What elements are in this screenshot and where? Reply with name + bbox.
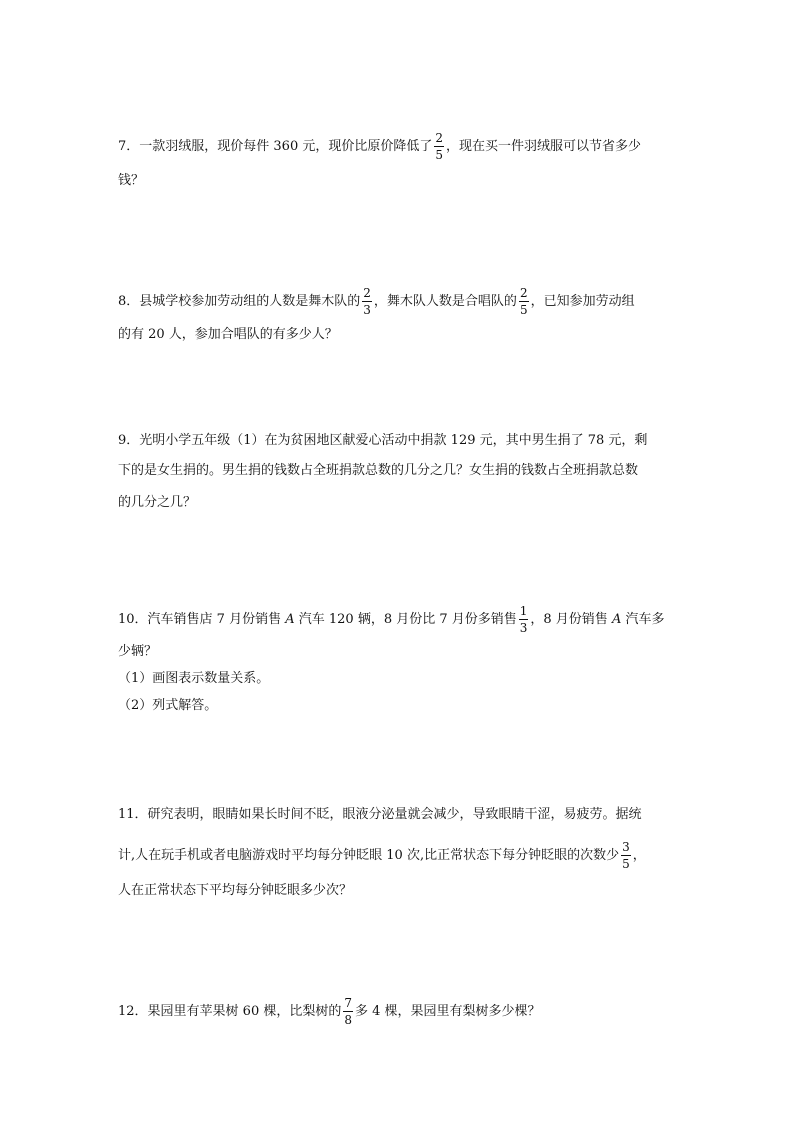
problem-12-text-b: 多 4 棵，果园里有梨树多少棵？ xyxy=(355,1004,541,1019)
problem-10-sub-2 xyxy=(118,697,217,715)
problem-10-line-1 xyxy=(118,604,664,635)
fraction-denominator: 5 xyxy=(435,148,443,162)
problem-9-line-1 xyxy=(118,432,647,450)
problem-10-line-2 xyxy=(118,643,157,661)
problem-11-text-b: 计,人在玩手机或者电脑游戏时平均每分钟眨眼 10 次,比正常状态下每分钟眨眼的次数少 xyxy=(118,848,620,863)
problem-7-line-2 xyxy=(118,172,144,190)
fraction-2-5 xyxy=(434,131,444,162)
fraction-numerator: 2 xyxy=(435,131,443,145)
problem-10-text-d: 汽车多 xyxy=(621,612,665,627)
fraction-denominator: 3 xyxy=(363,303,371,317)
fraction-2-5 xyxy=(519,286,529,317)
problem-9-line-3 xyxy=(118,494,196,512)
fraction-1-3 xyxy=(519,604,529,635)
problem-9-text-b: 下的是女生捐的。男生捐的钱数占全班捐款总数的几分之几？女生捐的钱数占全班捐款总数 xyxy=(118,463,639,478)
problem-10-text-b: 汽车 120 辆，8 月份比 7 月份多销售 xyxy=(294,612,517,627)
problem-7-text-a: 7．一款羽绒服，现价每件 360 元，现价比原价降低了 xyxy=(118,139,433,154)
fraction-numerator: 7 xyxy=(344,996,352,1010)
fraction-7-8 xyxy=(343,996,353,1027)
problem-11-text-d: 人在正常状态下平均每分钟眨眼多少次？ xyxy=(118,883,353,898)
problem-8-text-d: 的有 20 人，参加合唱队的有多少人？ xyxy=(118,327,338,342)
problem-10-text-a: 10．汽车销售店 7 月份销售 xyxy=(118,612,286,627)
fraction-2-3 xyxy=(362,286,372,317)
problem-8-text-a: 8．县城学校参加劳动组的人数是舞木队的 xyxy=(118,294,361,309)
problem-10-subquestion-2: （2）列式解答。 xyxy=(118,698,218,713)
problem-12-text-a: 12．果园里有苹果树 60 棵，比梨树的 xyxy=(118,1004,342,1019)
problem-11-line-3 xyxy=(118,882,352,900)
variable-a: A xyxy=(285,612,295,627)
problem-7-text-c: 钱？ xyxy=(118,173,145,188)
problem-7-line-1 xyxy=(118,131,641,162)
problem-11-text-c: ， xyxy=(632,848,646,863)
fraction-denominator: 3 xyxy=(519,621,528,635)
problem-10-text-c: ，8 月份销售 xyxy=(530,612,612,627)
problem-9-text-a: 9．光明小学五年级（1）在为贫困地区献爱心活动中捐款 129 元，其中男生捐了 78 元，剩 xyxy=(118,433,648,448)
variable-a: A xyxy=(611,612,622,627)
fraction-numerator: 1 xyxy=(519,604,528,618)
problem-8-text-c: ，已知参加劳动组 xyxy=(530,294,635,309)
problem-8-text-b: ，舞木队人数是合唱队的 xyxy=(373,294,517,309)
problem-11-line-1 xyxy=(118,806,642,824)
fraction-denominator: 8 xyxy=(344,1013,352,1027)
problem-11-line-2 xyxy=(118,840,646,871)
fraction-3-5 xyxy=(621,840,631,871)
problem-12-line-1 xyxy=(118,996,541,1027)
problem-9-text-c: 的几分之几？ xyxy=(118,495,197,510)
problem-11-text-a: 11．研究表明，眼睛如果长时间不眨，眼液分泌量就会减少，导致眼睛干涩，易疲劳。据统 xyxy=(118,807,642,822)
problem-10-sub-1 xyxy=(118,670,269,688)
fraction-numerator: 2 xyxy=(363,286,371,300)
problem-10-subquestion-1: （1）画图表示数量关系。 xyxy=(118,671,270,686)
problem-8-line-2 xyxy=(118,326,338,344)
fraction-denominator: 5 xyxy=(622,857,630,871)
problem-7-text-b: ，现在买一件羽绒服可以节省多少 xyxy=(446,139,642,154)
problem-10-text-e: 少辆？ xyxy=(118,644,158,659)
fraction-denominator: 5 xyxy=(519,303,528,317)
fraction-numerator: 2 xyxy=(519,286,528,300)
problem-9-line-2 xyxy=(118,462,638,480)
fraction-numerator: 3 xyxy=(622,840,630,854)
problem-8-line-1 xyxy=(118,286,635,317)
